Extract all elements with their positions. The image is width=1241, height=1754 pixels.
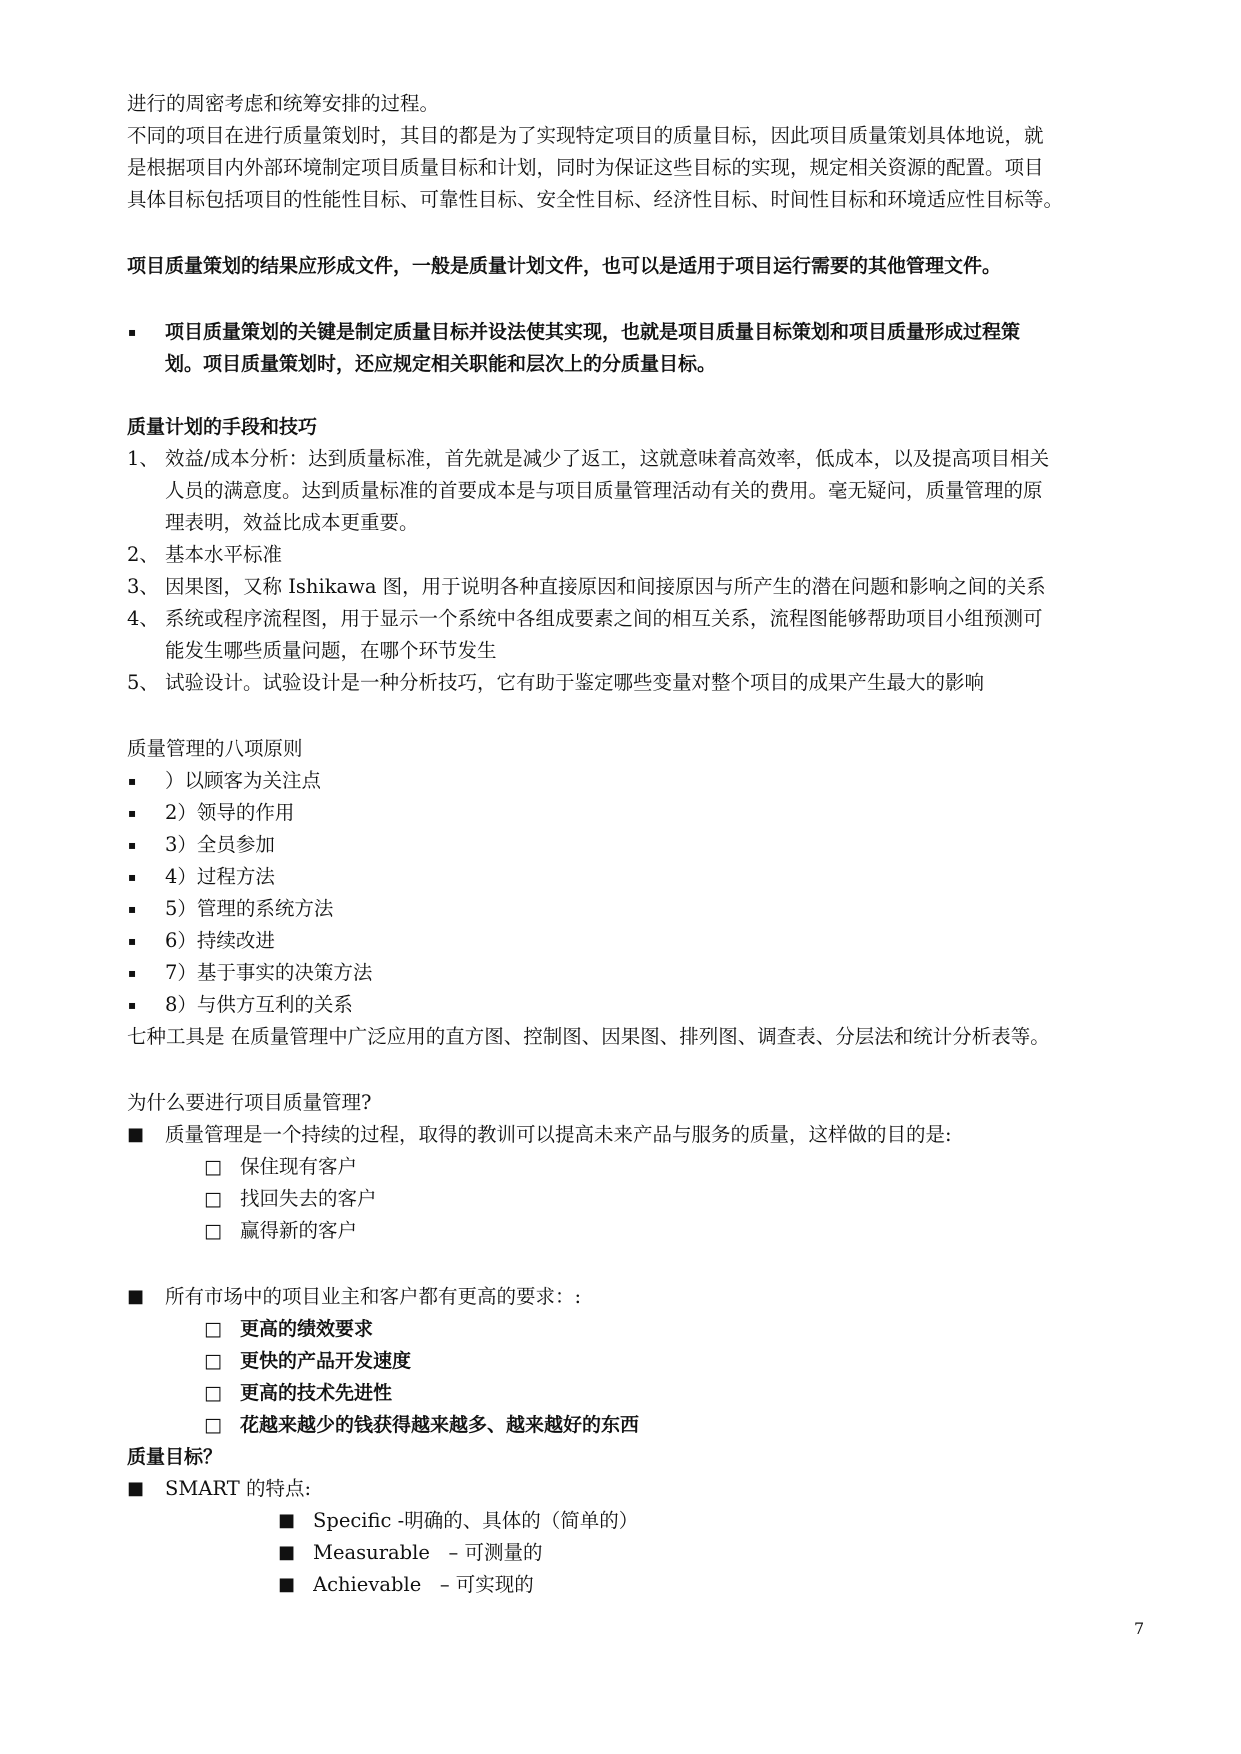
- why-point-2-item: 更高的技术先进性: [240, 1382, 393, 1404]
- checkbox-icon: □: [204, 1350, 222, 1372]
- principle-bullet: ▪: [128, 902, 137, 916]
- key-point-bullet: ▪: [128, 325, 137, 339]
- why-point-1-item: 保住现有客户: [240, 1155, 358, 1178]
- seven-tools-line: 七种工具是 在质量管理中广泛应用的直方图、控制图、因果图、排列图、调查表、分层法和统计分析表等。: [127, 1025, 1050, 1048]
- principles-heading: 质量管理的八项原则: [127, 737, 303, 760]
- principle-item: 6）持续改进: [165, 929, 275, 952]
- principle-item: ）以顾客为关注点: [165, 769, 322, 792]
- principle-item: 7）基于事实的决策方法: [165, 961, 373, 984]
- smart-item-bullet: ■: [278, 1510, 296, 1531]
- technique-num-5: 5、: [127, 671, 159, 694]
- principle-item: 3）全员参加: [165, 833, 275, 856]
- techniques-heading: 质量计划的手段和技巧: [127, 416, 318, 438]
- intro-line-1: 进行的周密考虑和统筹安排的过程。: [127, 92, 440, 115]
- technique-4-line-2: 能发生哪些质量问题，在哪个环节发生: [165, 639, 497, 662]
- page-number: 7: [1134, 1619, 1145, 1638]
- why-point-1-item: 找回失去的客户: [240, 1187, 377, 1210]
- smart-item-bullet: ■: [278, 1542, 296, 1563]
- technique-num-3: 3、: [127, 575, 159, 598]
- principle-bullet: ▪: [128, 774, 137, 788]
- technique-5-line-1: 试验设计。试验设计是一种分析技巧，它有助于鉴定哪些变量对整个项目的成果产生最大的影响: [165, 671, 985, 694]
- principle-item: 4）过程方法: [165, 865, 275, 888]
- principle-bullet: ▪: [128, 838, 137, 852]
- technique-num-4: 4、: [127, 607, 159, 630]
- result-note: 项目质量策划的结果应形成文件，一般是质量计划文件，也可以是适用于项目运行需要的其他管理文件。: [127, 255, 1002, 277]
- technique-2-line-1: 基本水平标准: [165, 543, 283, 566]
- checkbox-icon: □: [204, 1318, 222, 1340]
- principle-bullet: ▪: [128, 870, 137, 884]
- smart-item: Achievable – 可实现的: [313, 1573, 534, 1596]
- technique-4-line-1: 系统或程序流程图，用于显示一个系统中各组成要素之间的相互关系，流程图能够帮助项目小组预测可: [165, 607, 1043, 630]
- checkbox-icon: □: [204, 1382, 222, 1404]
- technique-1-line-2: 人员的满意度。达到质量标准的首要成本是与项目质量管理活动有关的费用。毫无疑问，质量管理的原: [165, 479, 1043, 502]
- smart-item-bullet: ■: [278, 1574, 296, 1595]
- principle-bullet: ▪: [128, 998, 137, 1012]
- why-point-1-bullet: ■: [127, 1124, 145, 1145]
- checkbox-icon: □: [204, 1220, 222, 1242]
- checkbox-icon: □: [204, 1188, 222, 1210]
- checkbox-icon: □: [204, 1414, 222, 1436]
- key-point-line-2: 划。项目质量策划时，还应规定相关职能和层次上的分质量目标。: [165, 353, 717, 375]
- technique-num-2: 2、: [127, 543, 159, 566]
- why-point-2: 所有市场中的项目业主和客户都有更高的要求：:: [165, 1285, 582, 1308]
- goals-heading: 质量目标？: [127, 1446, 223, 1468]
- principle-item: 2）领导的作用: [165, 801, 295, 824]
- principle-item: 5）管理的系统方法: [165, 897, 334, 920]
- why-point-2-item: 更高的绩效要求: [240, 1318, 374, 1340]
- technique-1-line-1: 效益/成本分析：达到质量标准，首先就是减少了返工，这就意味着高效率，低成本，以及提高项目相关: [165, 447, 1050, 470]
- smart-heading: SMART 的特点:: [165, 1477, 312, 1500]
- key-point-line-1: 项目质量策划的关键是制定质量目标并设法使其实现，也就是项目质量目标策划和项目质量形成过程策: [165, 321, 1021, 343]
- checkbox-icon: □: [204, 1156, 222, 1178]
- why-point-2-item: 花越来越少的钱获得越来越多、越来越好的东西: [240, 1414, 640, 1436]
- technique-1-line-3: 理表明，效益比成本更重要。: [165, 511, 419, 534]
- why-point-1-item: 赢得新的客户: [240, 1219, 358, 1242]
- intro-line-2: 不同的项目在进行质量策划时，其目的都是为了实现特定项目的质量目标，因此项目质量策划具体地说，就: [127, 124, 1044, 147]
- principle-bullet: ▪: [128, 966, 137, 980]
- why-point-1: 质量管理是一个持续的过程，取得的教训可以提高未来产品与服务的质量，这样做的目的是:: [165, 1123, 952, 1146]
- technique-3-line-1: 因果图，又称 Ishikawa 图，用于说明各种直接原因和间接原因与所产生的潜在问题和影响之间的关系: [165, 575, 1046, 598]
- smart-item: Measurable – 可测量的: [313, 1541, 543, 1564]
- smart-bullet: ■: [127, 1478, 145, 1499]
- smart-item: Specific -明确的、具体的（简单的）: [313, 1509, 639, 1532]
- why-point-2-item: 更快的产品开发速度: [240, 1350, 412, 1372]
- why-heading: 为什么要进行项目质量管理?: [127, 1091, 372, 1114]
- principle-bullet: ▪: [128, 806, 137, 820]
- principle-item: 8）与供方互利的关系: [165, 993, 353, 1016]
- technique-num-1: 1、: [127, 447, 159, 470]
- intro-line-4: 具体目标包括项目的性能性目标、可靠性目标、安全性目标、经济性目标、时间性目标和环境适应性目标等。: [127, 188, 1064, 211]
- principle-bullet: ▪: [128, 934, 137, 948]
- intro-line-3: 是根据项目内外部环境制定项目质量目标和计划，同时为保证这些目标的实现，规定相关资源的配置。项目: [127, 156, 1044, 179]
- why-point-2-bullet: ■: [127, 1286, 145, 1307]
